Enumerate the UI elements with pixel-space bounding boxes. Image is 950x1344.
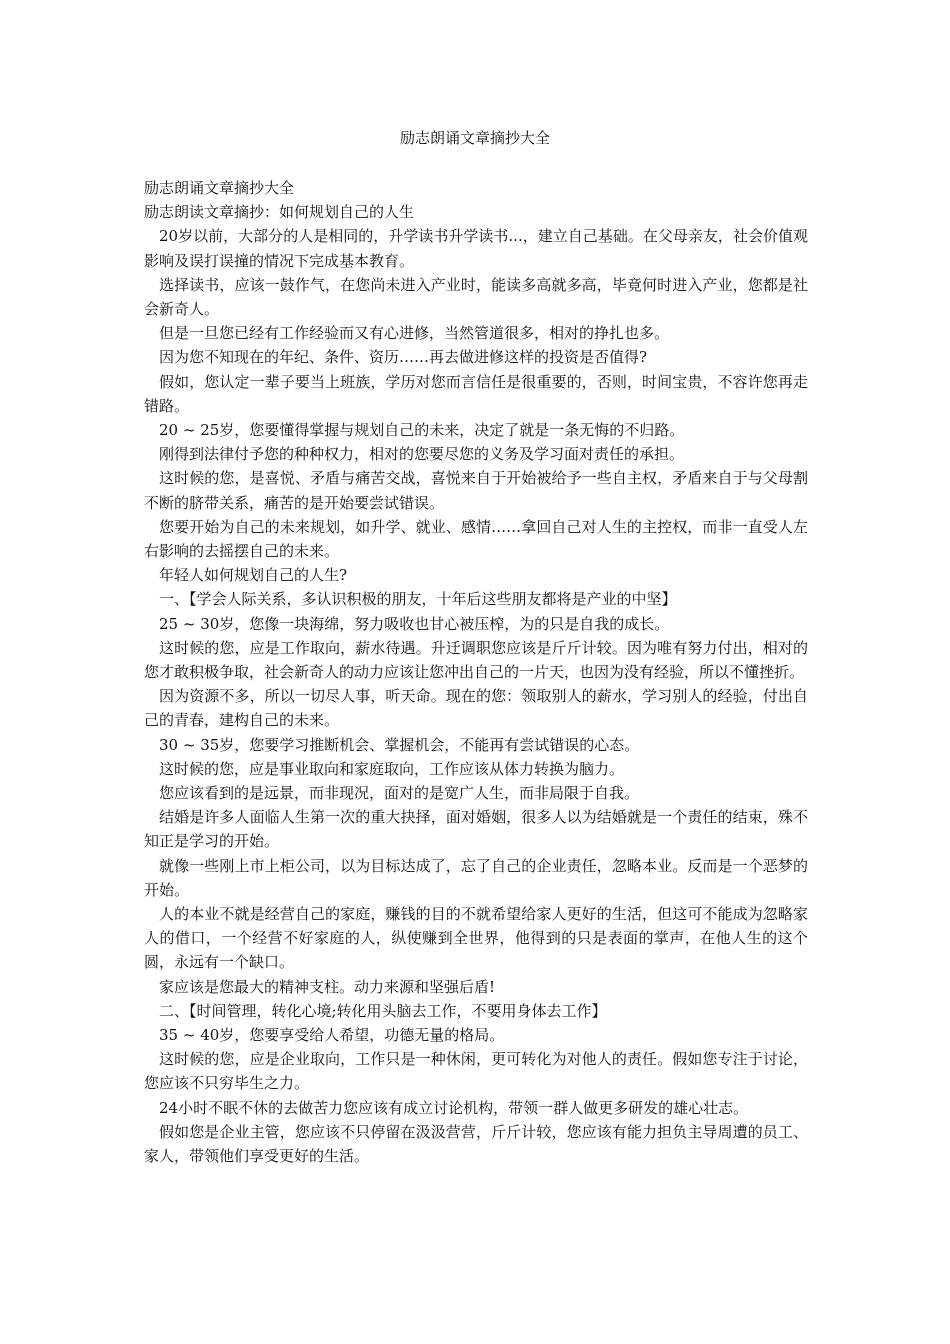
document-title: 励志朗诵文章摘抄大全 <box>399 129 550 147</box>
paragraph: 20岁以前，大部分的人是相同的，升学读书升学读书...，建立自己基础。在父母亲友，社会价值观影响及误打误撞的情况下完成基本教育。 <box>144 227 808 270</box>
paragraph: 因为资源不多，所以一切尽人事，听天命。现在的您：领取别人的薪水，学习别人的经验，付出自己的青春，建构自己的未来。 <box>144 687 808 730</box>
paragraph: 这时候的您，应是事业取向和家庭取向，工作应该从体力转换为脑力。 <box>159 759 625 778</box>
paragraph: 假如您是企业主管，您应该不只停留在汲汲营营，斤斤计较，您应该有能力担负主导周遭的员工、家人，带领他们享受更好的生活。 <box>144 1122 808 1166</box>
paragraph: 家应该是您最大的精神支柱。动力来源和坚强后盾! <box>159 977 496 996</box>
paragraph: 您应该看到的是远景，而非现况，面对的是宽广人生，而非局限于自我。 <box>159 784 640 803</box>
paragraph: 这时候的您，是喜悦、矛盾与痛苦交战，喜悦来自于开始被给予一些自主权，矛盾来自于与父母割不断的脐带关系，痛苦的是开始要尝试错误。 <box>144 469 808 512</box>
paragraph: 就像一些刚上市上柜公司，以为目标达成了，忘了自己的企业责任，忽略本业。反而是一个恶梦的开始。 <box>144 856 808 899</box>
paragraph-list <box>144 224 808 1168</box>
paragraph: 您要开始为自己的未来规划，如升学、就业、感情……拿回自己对人生的主控权，而非一直受人左右影响的去摇摆自己的未来。 <box>144 517 808 561</box>
paragraph: 24小时不眠不休的去做苦力您应该有成立讨论机构，带领一群人做更多研发的雄心壮志。 <box>159 1098 749 1117</box>
article-subheading: 励志朗读文章摘抄：如何规划自己的人生 <box>144 203 415 222</box>
paragraph: 因为您不知现在的年纪、条件、资历……再去做进修这样的投资是否值得? <box>159 348 648 367</box>
paragraph: 20 ~ 25岁，您要懂得掌握与规划自己的未来，决定了就是一条无悔的不归路。 <box>159 421 685 439</box>
paragraph: 这时候的您，应是企业取向，工作只是一种休闲，更可转化为对他人的责任。假如您专注于讨论，您应该不只穷毕生之力。 <box>144 1050 808 1093</box>
paragraph: 假如，您认定一辈子要当上班族，学历对您而言信任是很重要的，否则，时间宝贵，不容许您再走错路。 <box>144 372 808 415</box>
paragraph: 年轻人如何规划自己的人生? <box>159 566 348 585</box>
document-body <box>144 176 808 1168</box>
paragraph: 二、【时间管理，转化心境;转化用头脑去工作，不要用身体去工作】 <box>159 1001 607 1020</box>
paragraph: 25 ~ 30岁，您像一块海绵，努力吸收也甘心被压榨，为的只是自我的成长。 <box>159 614 670 633</box>
paragraph: 这时候的您，应是工作取向，薪水待遇。升迁调职您应该是斤斤计较。因为唯有努力付出，相对的您才敢积极争取，社会新奇人的动力应该让您冲出自己的一片天，也因为没有经验，所以不懂挫折。 <box>144 638 808 682</box>
paragraph: 但是一旦您已经有工作经验而又有心进修，当然管道很多，相对的挣扎也多。 <box>159 324 670 343</box>
paragraph: 选择读书，应该一鼓作气，在您尚未进入产业时，能读多高就多高，毕竟何时进入产业，您都是社会新奇人。 <box>144 275 808 318</box>
article-heading: 励志朗诵文章摘抄大全 <box>144 179 295 197</box>
paragraph: 35 ~ 40岁，您要享受给人希望，功德无量的格局。 <box>159 1026 505 1045</box>
paragraph: 结婚是许多人面临人生第一次的重大抉择，面对婚姻，很多人以为结婚就是一个责任的结束，殊不知正是学习的开始。 <box>144 808 808 851</box>
paragraph: 人的本业不就是经营自己的家庭，赚钱的目的不就希望给家人更好的生活，但这可不能成为忽略家人的借口，一个经营不好家庭的人，纵使赚到全世界，他得到的只是表面的掌声，在他人生的这个圆，永远有一个缺口。 <box>144 905 808 972</box>
paragraph: 一、【学会人际关系，多认识积极的朋友，十年后这些朋友都将是产业的中坚】 <box>159 590 677 609</box>
paragraph: 刚得到法律付予您的种种权力，相对的您要尽您的义务及学习面对责任的承担。 <box>159 445 685 464</box>
paragraph: 30 ~ 35岁，您要学习推断机会、掌握机会，不能再有尝试错误的心态。 <box>159 735 640 754</box>
